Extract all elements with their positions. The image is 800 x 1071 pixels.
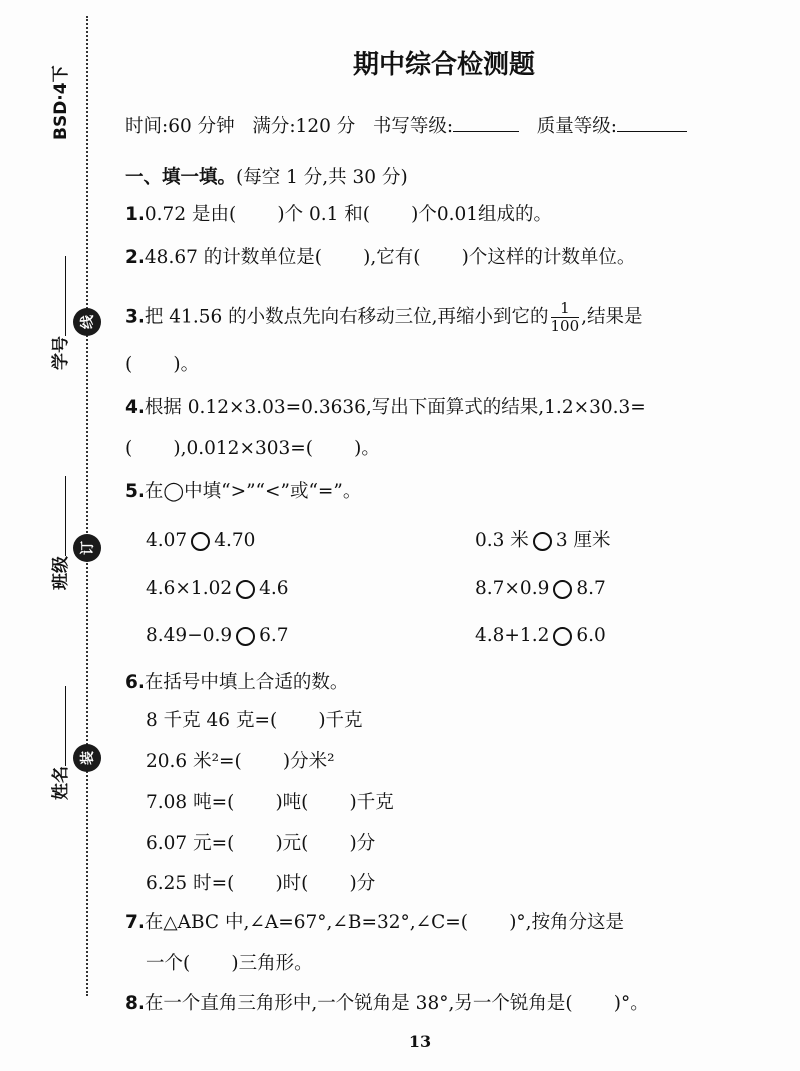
- time-limit: 时间:60 分钟: [125, 116, 235, 137]
- quality-grade-label: 质量等级:: [536, 116, 618, 137]
- writing-grade-blank[interactable]: [453, 113, 519, 132]
- compare-item: 4.8+1.2 6.0: [475, 625, 606, 646]
- conversion-item: 20.6 米²=( )分米²: [146, 751, 335, 772]
- writing-grade-label: 书写等级:: [372, 116, 454, 137]
- compare-item: 8.49−0.9 6.7: [146, 625, 289, 646]
- page-number: 13: [408, 1032, 432, 1051]
- seal-zhuang: 装: [73, 744, 101, 772]
- question-4-answer: ( ),0.012×303=( )。: [125, 438, 380, 459]
- name-field[interactable]: [46, 686, 71, 800]
- class-label: 班级: [51, 556, 71, 590]
- compare-circle[interactable]: [533, 532, 552, 551]
- compare-item: 4.6×1.02 4.6: [146, 578, 289, 599]
- compare-circle[interactable]: [553, 580, 572, 599]
- compare-item: 0.3 米 3 厘米: [475, 530, 611, 551]
- question-3-answer: ( )。: [125, 354, 200, 375]
- seal-ding: 订: [73, 534, 101, 562]
- fraction: $\frac{1}{100}$: [550, 299, 580, 335]
- volume-code: BSD·4下: [51, 65, 71, 140]
- question-6: 6.在括号中填上合适的数。: [125, 672, 349, 693]
- compare-item: 8.7×0.9 8.7: [475, 578, 606, 599]
- class-field[interactable]: [46, 476, 71, 590]
- binding-line: [86, 16, 88, 996]
- question-8: 8.在一个直角三角形中,一个锐角是 38°,另一个锐角是( )°。: [125, 993, 649, 1014]
- question-3: 3.把 41.56 的小数点先向右移动三位,再缩小到它的 $\frac{1}{100}$ ,结果是: [125, 299, 643, 335]
- compare-circle[interactable]: [236, 627, 255, 646]
- compare-item: 4.07 4.70: [146, 530, 256, 551]
- full-score: 满分:120 分: [252, 116, 356, 137]
- seal-xian: 线: [73, 308, 101, 336]
- exam-info: [125, 113, 687, 139]
- conversion-item: 6.07 元=( )元( )分: [146, 833, 376, 854]
- question-2: 2.48.67 的计数单位是( ),它有( )个这样的计数单位。: [125, 247, 636, 268]
- question-4: 4.根据 0.12×3.03=0.3636,写出下面算式的结果,1.2×30.3=: [125, 397, 646, 418]
- conversion-item: 7.08 吨=( )吨( )千克: [146, 792, 394, 813]
- page-title: 期中综合检测题: [352, 50, 535, 80]
- quality-grade-blank[interactable]: [617, 113, 687, 132]
- student-id-field[interactable]: [46, 256, 71, 370]
- question-1: 1.0.72 是由( )个 0.1 和( )个0.01组成的。: [125, 204, 553, 225]
- compare-circle[interactable]: [553, 627, 572, 646]
- conversion-item: 8 千克 46 克=( )千克: [146, 710, 363, 731]
- question-5: 5.在◯中填“>”“<”或“=”。: [125, 481, 362, 502]
- name-label: 姓名: [51, 766, 71, 800]
- question-7: 7.在△ABC 中,∠A=67°,∠B=32°,∠C=( )°,按角分这是: [125, 912, 625, 933]
- section-heading: 一、填一填。(每空 1 分,共 30 分): [125, 167, 408, 188]
- compare-circle[interactable]: [191, 532, 210, 551]
- conversion-item: 6.25 时=( )时( )分: [146, 873, 376, 894]
- question-7-continued: 一个( )三角形。: [146, 953, 313, 974]
- compare-circle[interactable]: [236, 580, 255, 599]
- student-id-label: 学号: [51, 336, 71, 370]
